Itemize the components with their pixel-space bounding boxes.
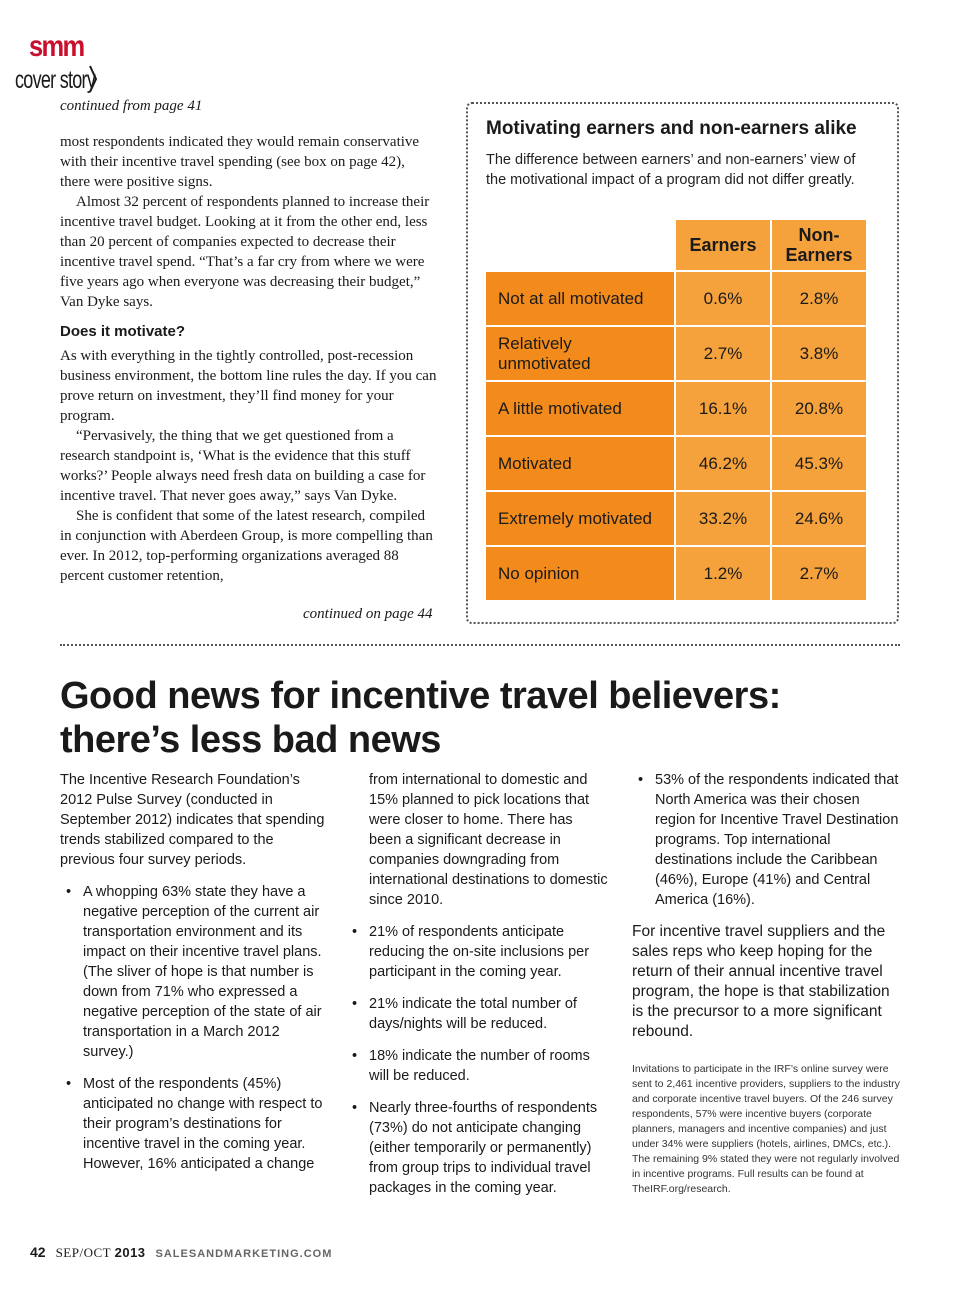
article-continuation <box>60 96 438 586</box>
issue-date: SEP/OCT 2013 <box>55 1245 146 1260</box>
row-label: Relatively unmotivated <box>486 327 674 380</box>
table-row <box>486 547 866 600</box>
column-header-non-earners: Non-Earners <box>772 220 866 270</box>
headline-line-1: Good news for incentive travel believers: <box>60 675 781 717</box>
motivation-table <box>486 220 866 600</box>
continued-on-note: continued on page 44 <box>303 606 433 622</box>
list-item: • 53% of the respondents indicated that North America was their chosen region for Incentive Travel Destination programs. Top international destinations include the Caribbean (46%), Europe (41%) and Central America (16%). <box>632 770 904 910</box>
non-earners-value: 20.8% <box>772 382 866 435</box>
non-earners-value: 3.8% <box>772 327 866 380</box>
table-row <box>486 492 866 545</box>
earners-value: 2.7% <box>676 327 770 380</box>
earners-value: 1.2% <box>676 547 770 600</box>
column-header-earners: Earners <box>676 220 770 270</box>
sidebar-title: Motivating earners and non-earners alike <box>486 118 857 139</box>
subheading: Does it motivate? <box>60 323 186 340</box>
headline-line-2: there’s less bad news <box>60 719 441 761</box>
earners-value: 0.6% <box>676 272 770 325</box>
table-row <box>486 437 866 490</box>
page-number: 42 <box>30 1244 46 1260</box>
non-earners-value: 2.7% <box>772 547 866 600</box>
list-item: • 21% indicate the total number of days/nights will be reduced. <box>346 994 608 1034</box>
non-earners-value: 24.6% <box>772 492 866 545</box>
table-row <box>486 272 866 325</box>
earners-value: 46.2% <box>676 437 770 490</box>
paragraph: As with everything in the tightly controlled, post-recession business environment, the bottom line rules the day. If you can prove return on investment, they’ll find money for your program. <box>60 348 437 424</box>
article-column-3 <box>632 770 904 1197</box>
survey-methodology-note: Invitations to participate in the IRF’s online survey were sent to 2,461 incentive providers, suppliers to the industry and corporate incentive travel buyers. Of the 246 survey respondents, 57% were incentive buyers (corporate planners, managers and incentive companies) and just under 34% were suppliers (hotels, airlines, DMCs, etc.). The remaining 9% stated they were not regularly involved in incentive programs. Full results can be found at TheIRF.org/research. <box>632 1063 900 1195</box>
list-item: • 18% indicate the number of rooms will be reduced. <box>346 1046 608 1086</box>
list-item: • Nearly three-fourths of respondents (73%) do not anticipate changing (either temporarily or permanently) from group trips to individual travel packages in the coming year. <box>346 1098 608 1198</box>
bullet-list <box>346 922 608 1198</box>
paragraph: For incentive travel suppliers and the sales reps who keep hoping for the return of their annual incentive travel program, the hope is that stabilization is the precursor to a more significant rebound. <box>632 923 890 1040</box>
table-row <box>486 382 866 435</box>
earners-value: 33.2% <box>676 492 770 545</box>
row-label: Not at all motivated <box>486 272 674 325</box>
article-column-1 <box>60 770 330 1174</box>
list-item: • Most of the respondents (45%) anticipated no change with respect to their program’s destinations for incentive travel in the coming year. However, 16% anticipated a change <box>60 1074 330 1174</box>
section-label: cover story <box>15 66 96 94</box>
brand-logo: smm <box>29 30 84 63</box>
paragraph: from international to domestic and 15% planned to pick locations that were closer to home. There has been a significant decrease in companies downgrading from international destinations to domestic since 2010. <box>369 772 608 908</box>
row-label: Extremely motivated <box>486 492 674 545</box>
row-label: A little motivated <box>486 382 674 435</box>
section-divider <box>60 644 900 646</box>
paragraph: The Incentive Research Foundation’s 2012 Pulse Survey (conducted in September 2012) indicates that spending trends stabilized compared to the previous four survey periods. <box>60 772 325 868</box>
section-header <box>15 30 162 95</box>
article-headline <box>60 674 920 762</box>
continued-from-note: continued from page 41 <box>60 98 203 114</box>
page-footer <box>30 1244 332 1261</box>
row-label: Motivated <box>486 437 674 490</box>
paragraph: Almost 32 percent of respondents planned to increase their incentive travel budget. Looking at it from the other end, less than 20 percent of companies expected to decrease their incentive travel spend. “That’s a far cry from where we were five years ago when everyone was decreasing their budget,” Van Dyke says. <box>60 194 430 310</box>
article-column-2 <box>346 770 608 1198</box>
earners-value: 16.1% <box>676 382 770 435</box>
table-header <box>486 220 866 270</box>
paragraph: “Pervasively, the thing that we get questioned from a research standpoint is, ‘What is the evidence that this stuff works?’ People always need fresh data on building a case for incentive travel. That never goes away,” says Van Dyke. <box>60 428 426 504</box>
website: SALESANDMARKETING.COM <box>155 1248 333 1260</box>
non-earners-value: 45.3% <box>772 437 866 490</box>
paragraph: She is confident that some of the latest research, compiled in conjunction with Aberdeen Group, is more compelling than ever. In 2012, top-performing organizations averaged 88 percent customer retention, <box>60 508 433 584</box>
list-item: • A whopping 63% state they have a negative perception of the current air transportation environment and its impact on their incentive travel plans. (The sliver of hope is that number is down from 71% who expressed a negative perception of the state of air transportation in a March 2012 survey.) <box>60 882 330 1062</box>
list-item: • 21% of respondents anticipate reducing the on-site inclusions per participant in the coming year. <box>346 922 608 982</box>
row-label: No opinion <box>486 547 674 600</box>
paragraph: most respondents indicated they would remain conservative with their incentive travel spending (see box on page 42), there were positive signs. <box>60 134 420 190</box>
sidebar-intro: The difference between earners’ and non-earners’ view of the motivational impact of a program did not differ greatly. <box>486 152 856 188</box>
table-body <box>486 272 866 600</box>
table-row <box>486 327 866 380</box>
non-earners-value: 2.8% <box>772 272 866 325</box>
bullet-list <box>60 882 330 1174</box>
bullet-list <box>632 770 904 910</box>
